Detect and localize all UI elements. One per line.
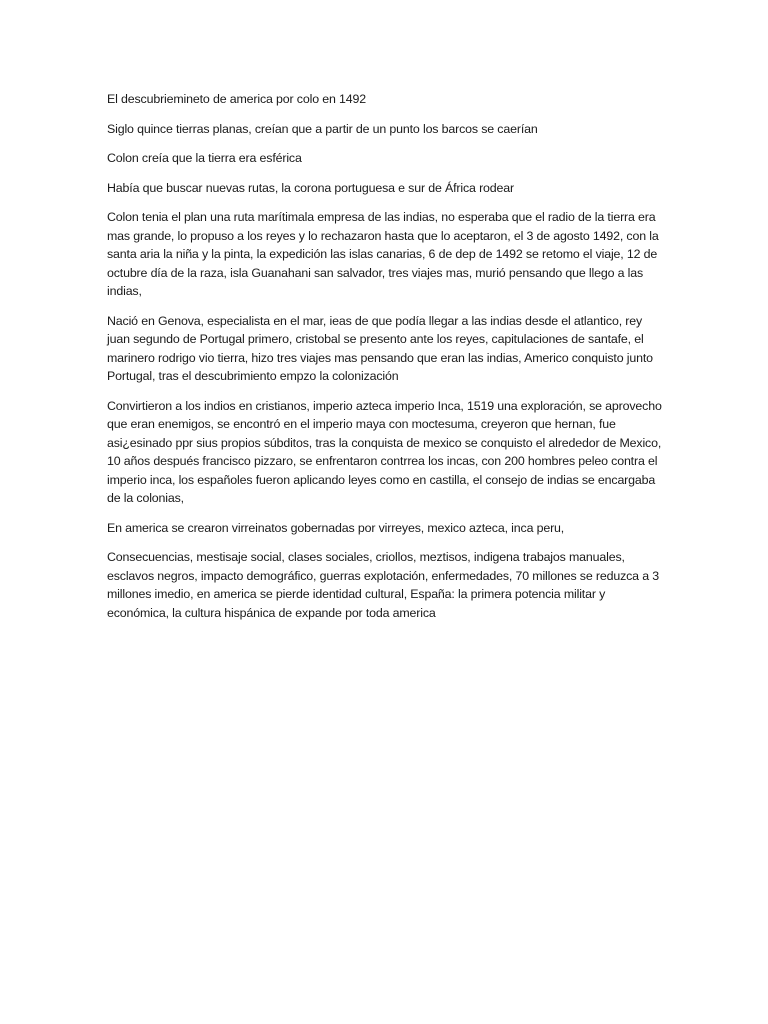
- paragraph: Siglo quince tierras planas, creían que a partir de un punto los barcos se caerían: [107, 121, 538, 136]
- paragraph: Convirtieron a los indios en cristianos, imperio azteca imperio Inca, 1519 una exploración, se aprovecho que eran enemigos, se encontró en el imperio maya con moctesuma, creyeron que hernan, fue asi¿esinado ppr sius propios súbditos, tras la conquista de mexico se conquisto el alrededor de Mexico, 10 años después francisco pizzaro, se enfrentaron contrrea los incas, con 200 hombres peleo contra el imperio inca, los españoles fueron aplicando leyes como en castilla, el consejo de indias se encargaba de la colonias,: [107, 398, 662, 505]
- paragraph: Colon tenia el plan una ruta marítimala empresa de las indias, no esperaba que el radio de la tierra era mas grande, lo propuso a los reyes y lo rechazaron hasta que lo aceptaron, el 3 de agosto 1492, con la santa aria la niña y la pinta, la expedición las islas canarias, 6 de dep de 1492 se retomo el viaje, 12 de octubre día de la raza, isla Guanahani san salvador, tres viajes mas, murió pensando que llego a las indias,: [107, 210, 659, 298]
- paragraph: Había que buscar nuevas rutas, la corona portuguesa e sur de África rodear: [107, 180, 514, 195]
- paragraph: Colon creía que la tierra era esférica: [107, 151, 302, 165]
- document-page: [107, 90, 663, 633]
- paragraph: En america se crearon virreinatos gobernadas por virreyes, mexico azteca, inca peru,: [107, 520, 565, 535]
- paragraph: Nació en Genova, especialista en el mar, ieas de que podía llegar a las indias desde el atlantico, rey juan segundo de Portugal primero, cristobal se presento ante los reyes, capitulaciones de santafe, el marinero rodrigo vio tierra, hizo tres viajes mas pensando que eran las indias, Americo conquisto junto Portugal, tras el descubrimiento empzo la colonización: [107, 313, 653, 383]
- paragraph-title: El descubriemineto de america por colo en 1492: [107, 92, 366, 106]
- paragraph: Consecuencias, mestisaje social, clases sociales, criollos, meztisos, indigena trabajos manuales, esclavos negros, impacto demográfico, guerras explotación, enfermedades, 70 millones se reduzca a 3 millones imedio, en america se pierde identidad cultural, España: la primera potencia militar y económica, la cultura hispánica de expande por toda america: [107, 550, 659, 620]
